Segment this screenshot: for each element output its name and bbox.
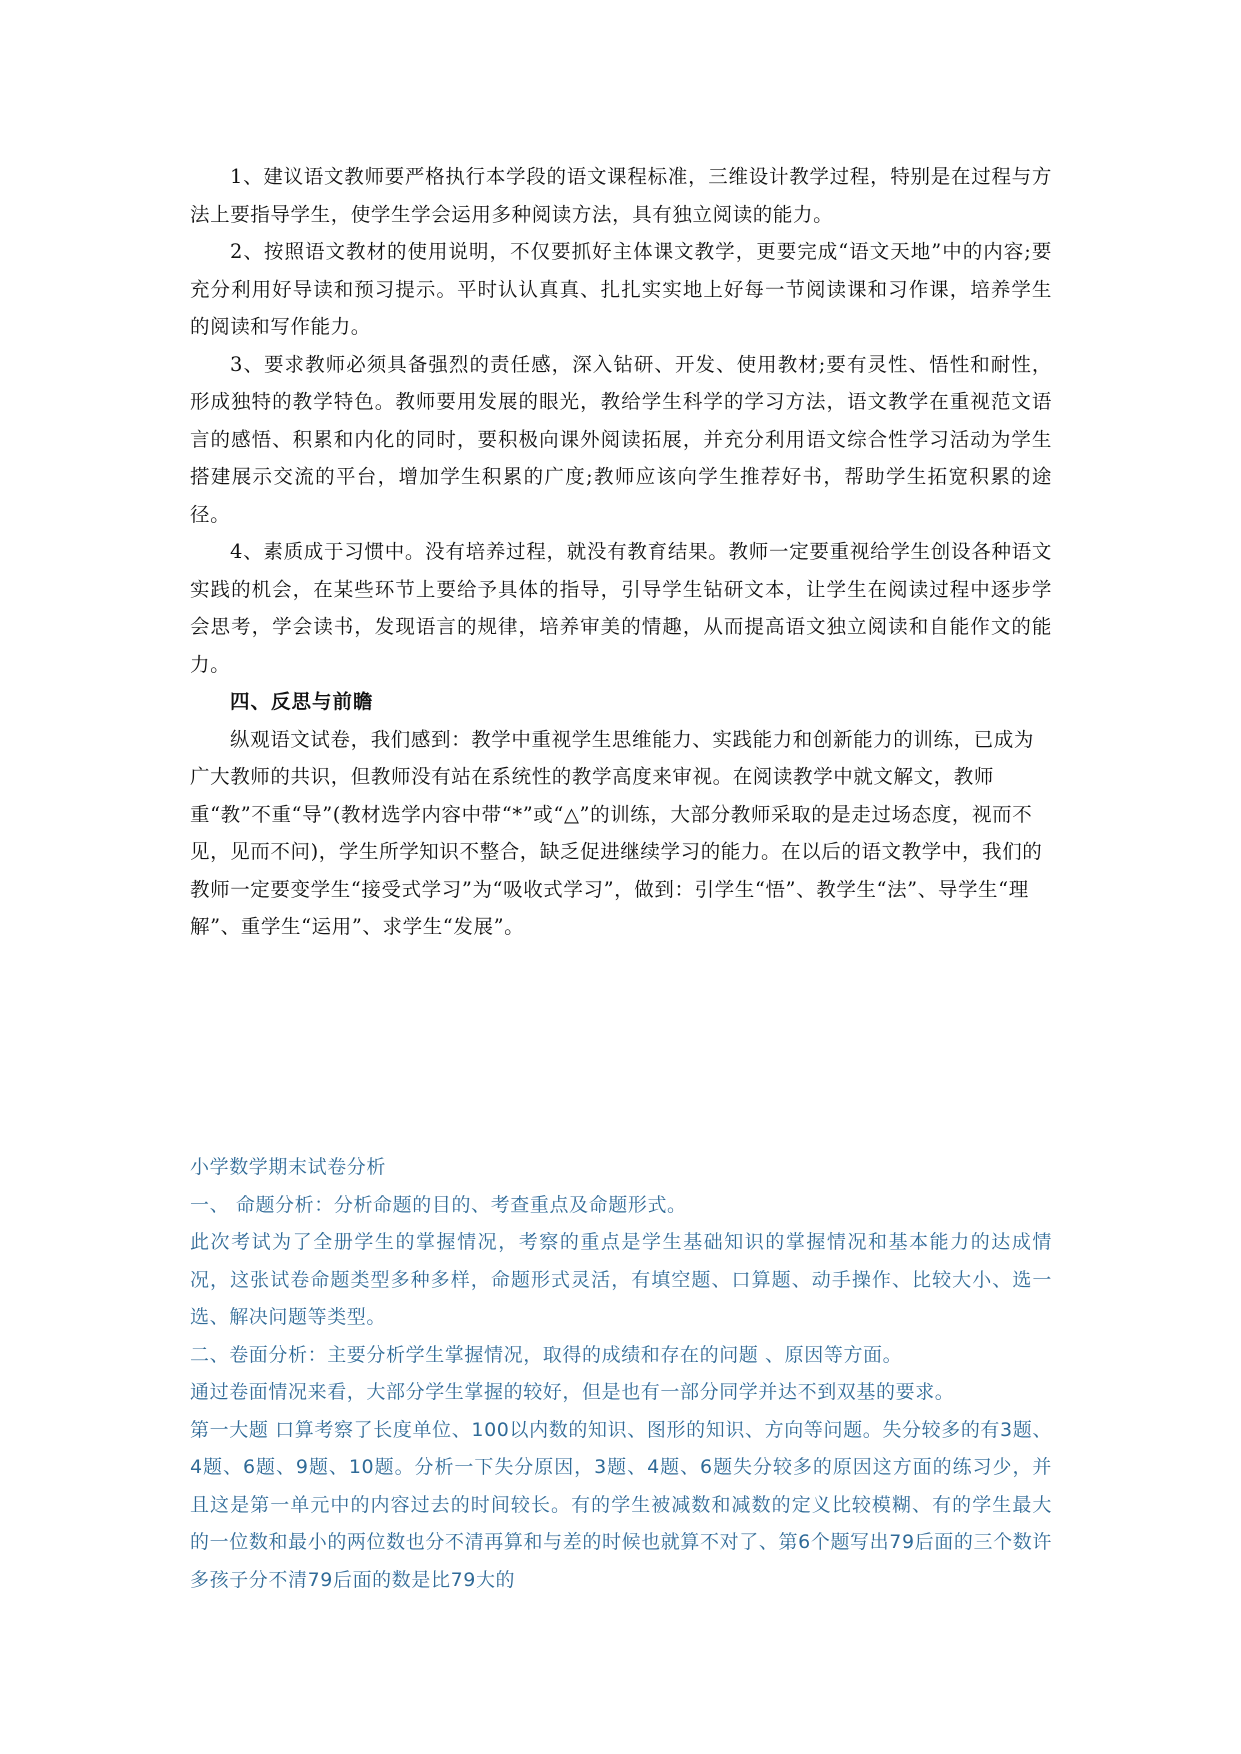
item2-detail: 第一大题 口算考察了长度单位、100以内数的知识、图形的知识、方向等问题。失分较多的有3题、4题、6题、9题、10题。分析一下失分原因，3题、4题、6题失分较多的原因这方面的练习少，并且这是第一单元中的内容过去的时间较长。有的学生被减数和减数的定义比较模糊、有的学生最大的一位数和最小的两位数也分不清再算和与差的时候也就算不对了、第6个题写出79后面的三个数许多孩子分不清79后面的数是比79大的 [190,1418,1052,1591]
paragraph-reflection: 纵观语文试卷，我们感到：教学中重视学生思维能力、实践能力和创新能力的训练，已成为广大教师的共识，但教师没有站在系统性的教学高度来审视。在阅读教学中就文解文，教师重“教”不重“导”(教材选学内容中带“*”或“△”的训练，大部分教师采取的是走过场态度，视而不见，见而不问)，学生所学知识不整合，缺乏促进继续学习的能力。在以后的语文教学中，我们的教师一定要变学生“接受式学习”为“吸收式学习”，做到：引学生“悟”、教学生“法”、导学生“理解”、重学生“运用”、求学生“发展”。 [190,727,1043,938]
section-heading-reflection: 四、反思与前瞻 [230,690,374,713]
item1-heading: 一、 命题分析：分析命题的目的、考查重点及命题形式。 [190,1193,687,1216]
math-exam-section [190,1149,1052,1599]
item2-text: 通过卷面情况来看，大部分学生掌握的较好，但是也有一部分同学并达不到双基的要求。 [190,1381,955,1403]
paragraph-suggestion-1: 1、建议语文教师要严格执行本学段的语文课程标准，三维设计教学过程，特别是在过程与方法上要指导学生，使学生学会运用多种阅读方法，具有独立阅读的能力。 [190,165,1052,226]
chinese-exam-section [190,158,1052,946]
paragraph-suggestion-3: 3、要求教师必须具备强烈的责任感，深入钻研、开发、使用教材;要有灵性、悟性和耐性，形成独特的教学特色。教师要用发展的眼光，教给学生科学的学习方法，语文教学在重视范文语言的感悟、积累和内化的同时，要积极向课外阅读拓展，并充分利用语文综合性学习活动为学生搭建展示交流的平台，增加学生积累的广度;教师应该向学生推荐好书，帮助学生拓宽积累的途径。 [190,352,1052,526]
paragraph-suggestion-4: 4、素质成于习惯中。没有培养过程，就没有教育结果。教师一定要重视给学生创设各种语文实践的机会，在某些环节上要给予具体的指导，引导学生钻研文本，让学生在阅读过程中逐步学会思考，学会读书，发现语言的规律，培养审美的情趣，从而提高语文独立阅读和自能作文的能力。 [190,540,1052,676]
item1-text: 此次考试为了全册学生的掌握情况，考察的重点是学生基础知识的掌握情况和基本能力的达成情况，这张试卷命题类型多种多样，命题形式灵活，有填空题、口算题、动手操作、比较大小、选一选、解决问题等类型。 [190,1231,1052,1328]
item2-heading: 二、卷面分析：主要分析学生掌握情况，取得的成绩和存在的问题 、原因等方面。 [190,1343,903,1366]
math-section-title: 小学数学期末试卷分析 [190,1156,387,1178]
paragraph-suggestion-2: 2、按照语文教材的使用说明，不仅要抓好主体课文教学，更要完成“语文天地”中的内容;要充分利用好导读和预习提示。平时认认真真、扎扎实实地上好每一节阅读课和习作课，培养学生的阅读和写作能力。 [190,240,1052,338]
